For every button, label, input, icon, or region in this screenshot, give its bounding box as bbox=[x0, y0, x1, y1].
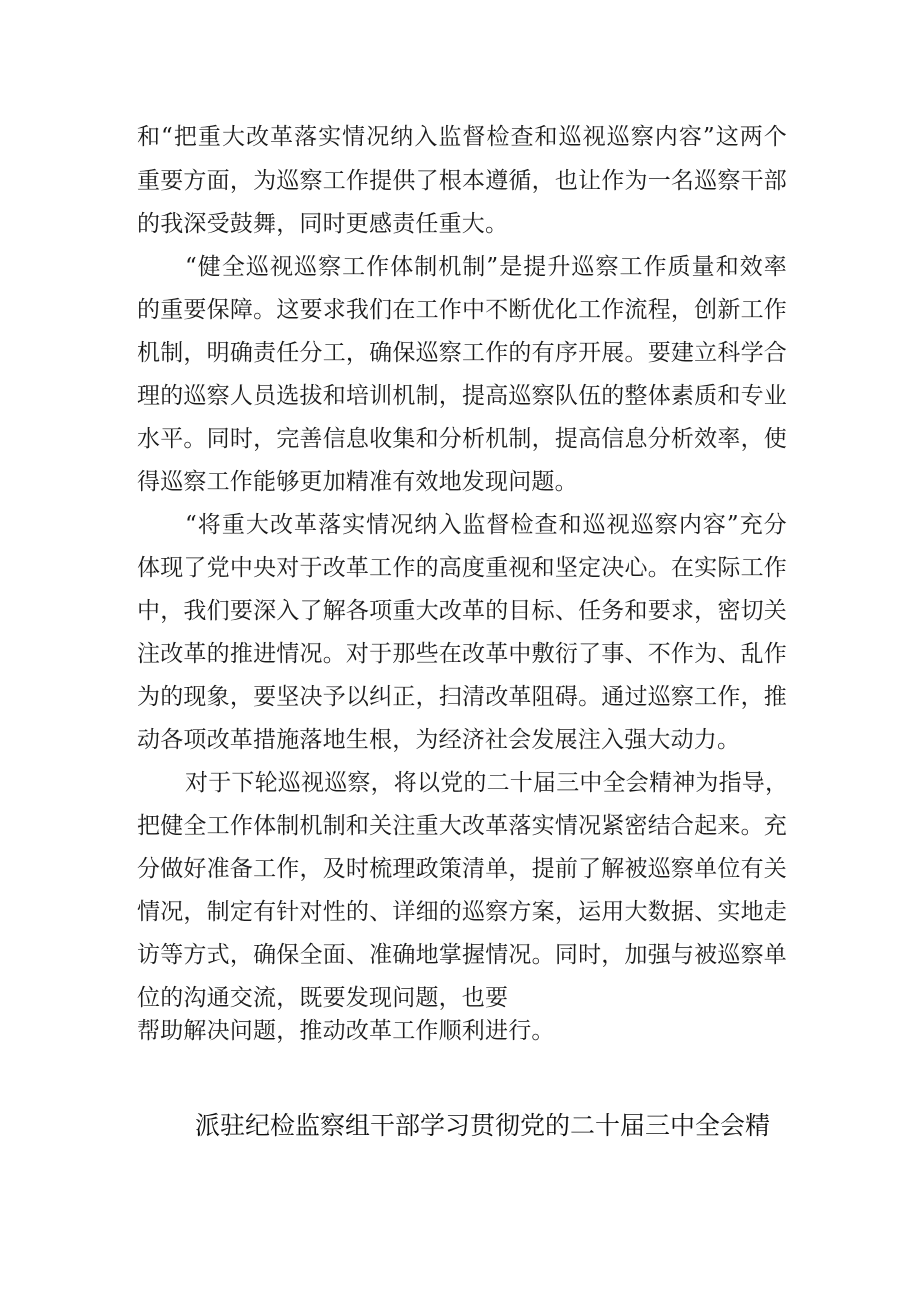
body-line: 情况，制定有针对性的、详细的巡察方案，运用大数据、实地走 bbox=[137, 899, 787, 925]
section-heading: 派驻纪检监察组干部学习贯彻党的二十届三中全会精 bbox=[195, 1111, 771, 1140]
body-line: 把健全工作体制机制和关注重大改革落实情况紧密结合起来。充 bbox=[137, 813, 787, 839]
body-line: 分做好准备工作，及时梳理政策清单，提前了解被巡察单位有关 bbox=[137, 856, 787, 882]
body-line: 为的现象，要坚决予以纠正，扫清改革阻碍。通过巡察工作，推 bbox=[137, 684, 787, 710]
body-line: 对于下轮巡视巡察，将以党的二十届三中全会精神为指导， bbox=[185, 770, 789, 796]
body-line: 中，我们要深入了解各项重大改革的目标、任务和要求，密切关 bbox=[137, 598, 787, 624]
body-line: 和“把重大改革落实情况纳入监督检查和巡视巡察内容”这两个 bbox=[137, 124, 787, 150]
body-line: “健全巡视巡察工作体制机制”是提升巡察工作质量和效率 bbox=[185, 254, 787, 280]
body-line: 注改革的推进情况。对于那些在改革中敷衍了事、不作为、乱作 bbox=[137, 641, 787, 667]
body-line: 的重要保障。这要求我们在工作中不断优化工作流程，创新工作 bbox=[137, 297, 787, 323]
body-line: 帮助解决问题，推动改革工作顺利进行。 bbox=[137, 1018, 555, 1044]
body-line: “将重大改革落实情况纳入监督检查和巡视巡察内容”充分 bbox=[185, 512, 787, 538]
body-line: 重要方面，为巡察工作提供了根本遵循，也让作为一名巡察干部 bbox=[137, 168, 787, 194]
body-line: 访等方式，确保全面、准确地掌握情况。同时，加强与被巡察单 bbox=[137, 942, 787, 968]
body-line: 的我深受鼓舞，同时更感责任重大。 bbox=[137, 211, 509, 237]
body-line: 体现了党中央对于改革工作的高度重视和坚定决心。在实际工作 bbox=[137, 555, 787, 581]
body-line: 水平。同时，完善信息收集和分析机制，提高信息分析效率，使 bbox=[137, 426, 787, 452]
body-line: 理的巡察人员选拔和培训机制，提高巡察队伍的整体素质和专业 bbox=[137, 383, 787, 409]
body-line: 动各项改革措施落地生根，为经济社会发展注入强大动力。 bbox=[137, 727, 741, 753]
body-line: 得巡察工作能够更加精准有效地发现问题。 bbox=[137, 469, 578, 495]
body-line: 位的沟通交流，既要发现问题，也要 bbox=[137, 985, 509, 1011]
body-line: 机制，明确责任分工，确保巡察工作的有序开展。要建立科学合 bbox=[137, 340, 787, 366]
